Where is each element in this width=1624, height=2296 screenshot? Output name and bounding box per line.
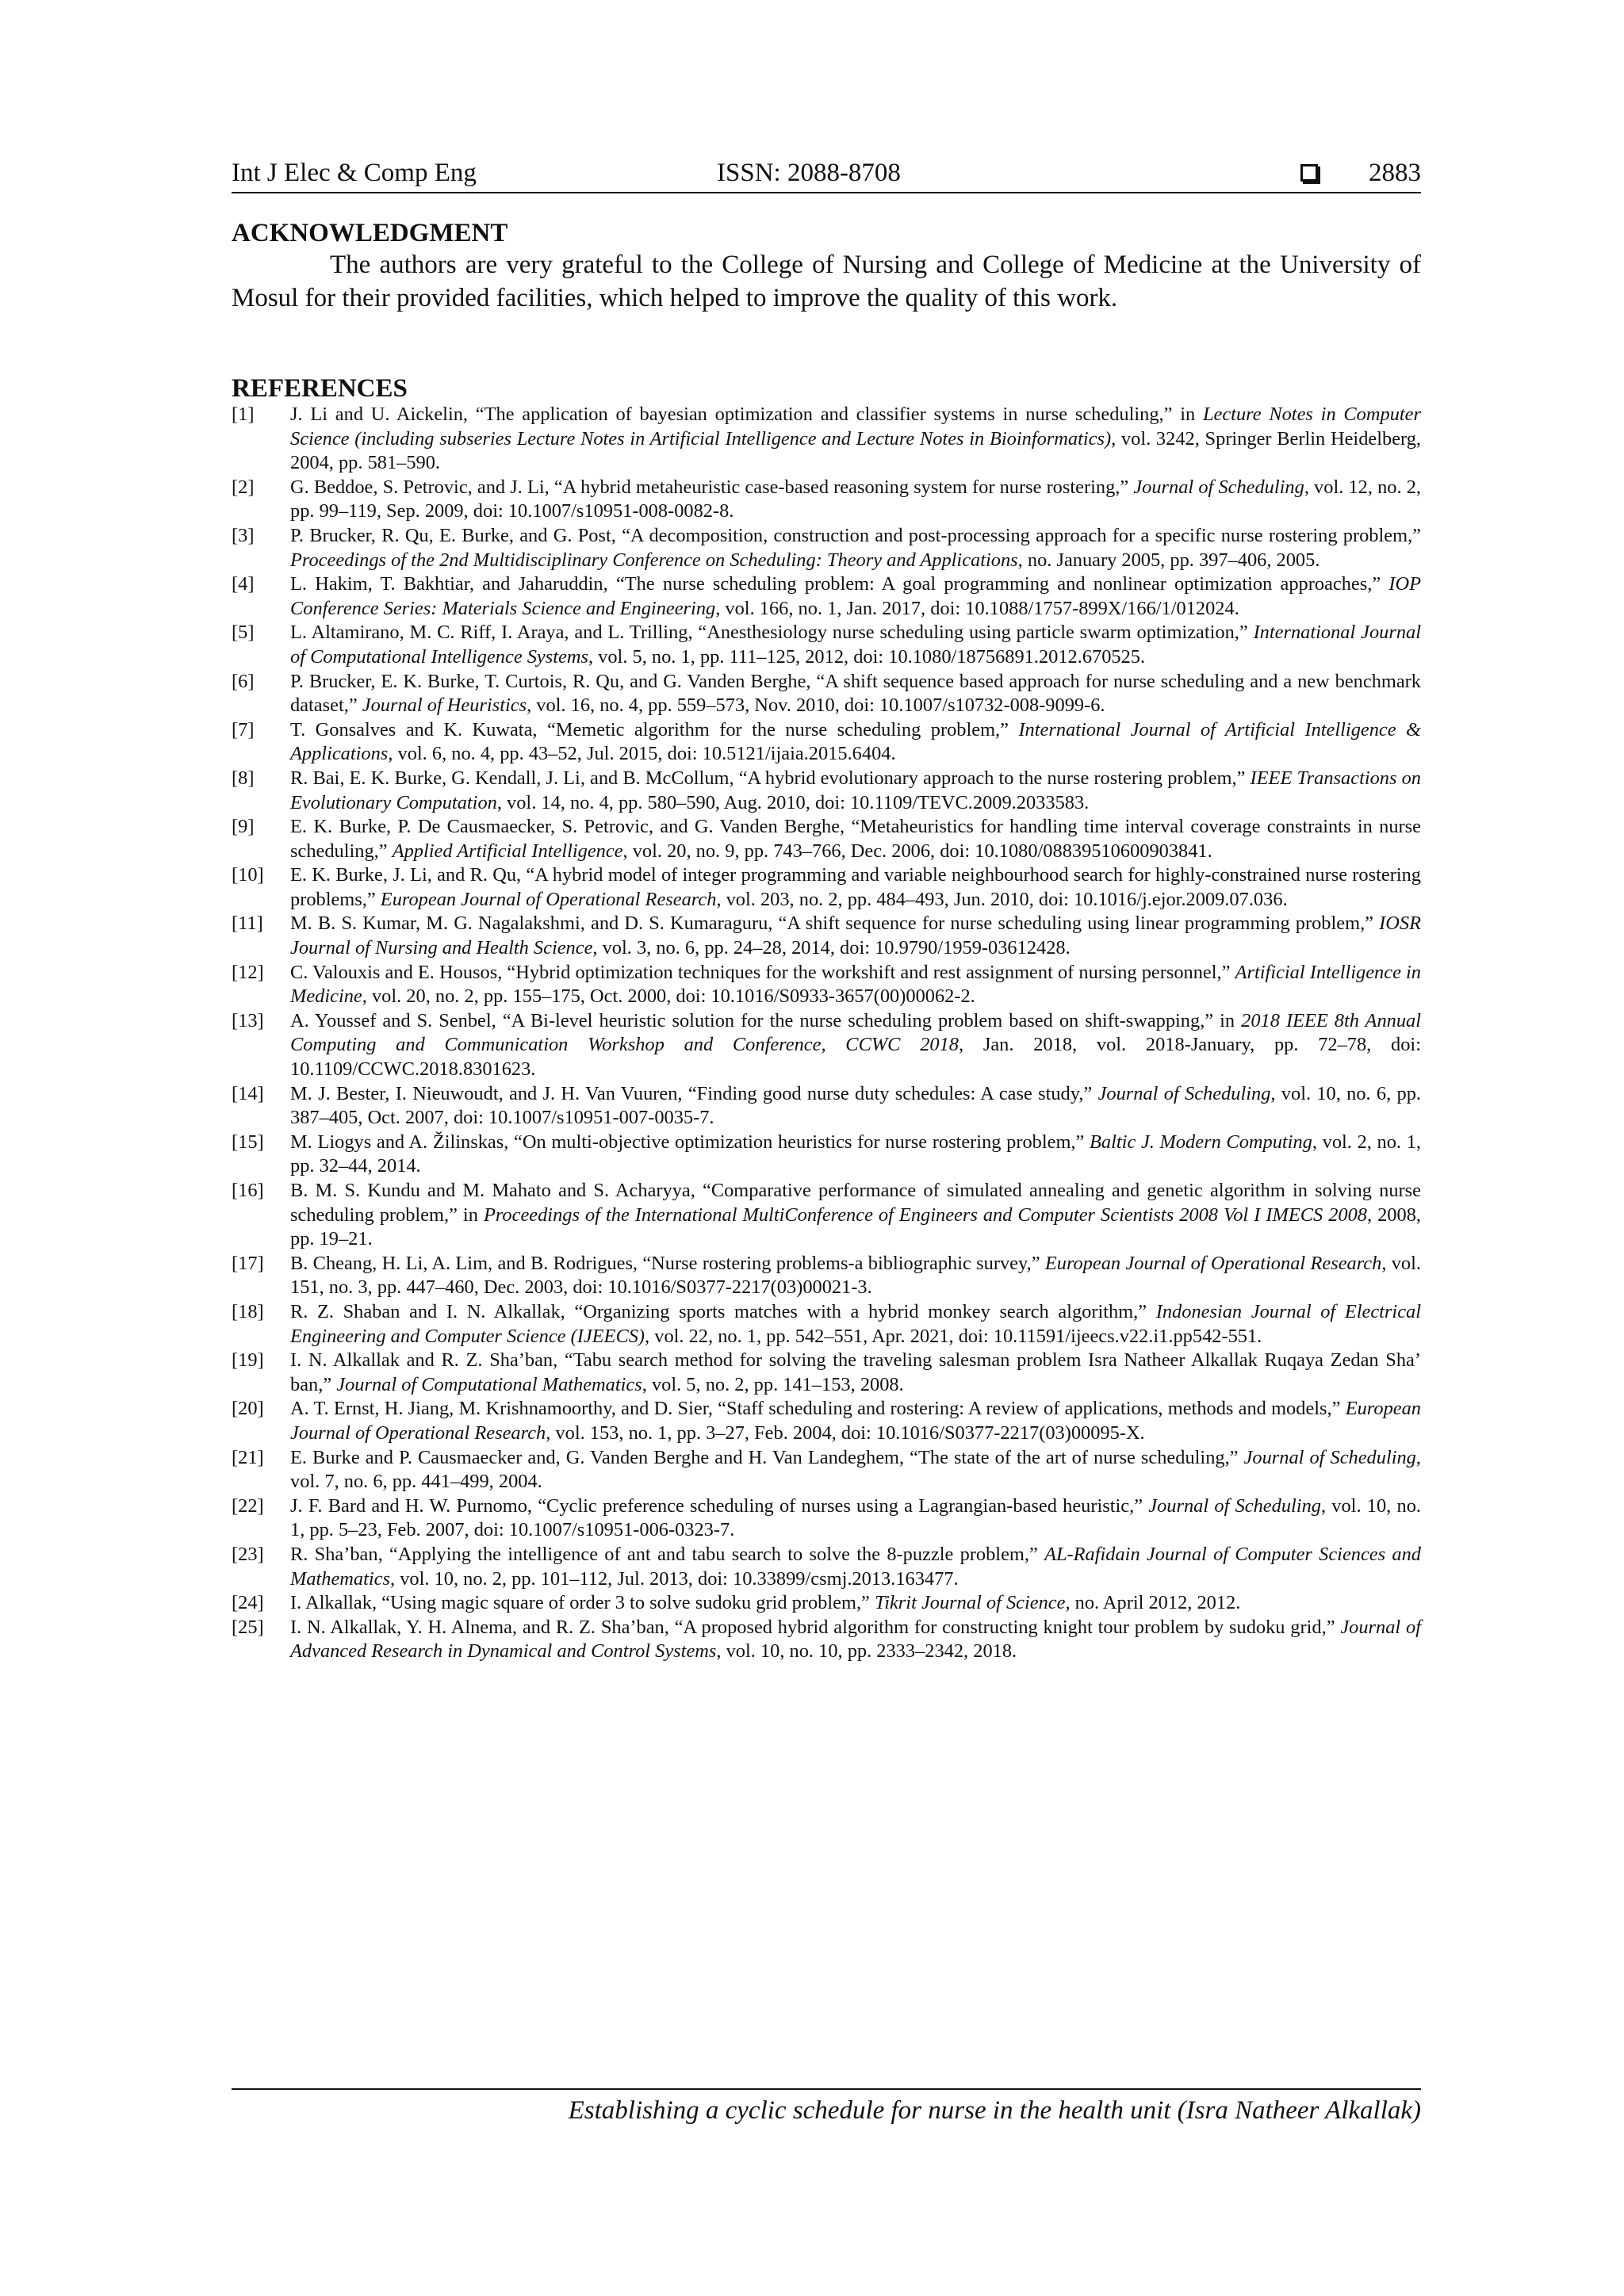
reference-number: [13] bbox=[232, 1009, 264, 1031]
reference-text bbox=[290, 1179, 1421, 1252]
reference-authors-title: E. K. Burke, J. Li, and R. Qu, “A hybrid model of integer programming and variable neighbourhood search for highly-constrained nurse rostering problems,” bbox=[290, 864, 1421, 910]
reference-number: [9] bbox=[232, 816, 255, 838]
reference-text bbox=[290, 1131, 1421, 1179]
reference-venue: Journal of Scheduling bbox=[1133, 476, 1304, 498]
reference-item bbox=[232, 961, 1421, 1009]
reference-text bbox=[290, 767, 1421, 815]
reference-number: [3] bbox=[232, 524, 255, 546]
reference-authors-title: L. Hakim, T. Bakhtiar, and Jaharuddin, “The nurse scheduling problem: A goal programming and nonlinear optimization approaches,” bbox=[290, 573, 1389, 595]
reference-item bbox=[232, 1543, 1421, 1591]
reference-venue: Indonesian Journal of Electrical Engineering and Computer Science (IJEECS) bbox=[290, 1300, 1421, 1347]
reference-number: [12] bbox=[232, 961, 264, 983]
reference-number: [16] bbox=[232, 1180, 264, 1201]
reference-authors-title: A. Youssef and S. Senbel, “A Bi-level heuristic solution for the nurse scheduling problem based on shift-swapping,” in bbox=[290, 1009, 1242, 1031]
reference-venue: Journal of Computational Mathematics bbox=[336, 1373, 642, 1395]
reference-authors-title: L. Altamirano, M. C. Riff, I. Araya, and L. Trilling, “Anesthesiology nurse scheduling using particle swarm optimization,” bbox=[290, 622, 1254, 644]
reference-text bbox=[290, 524, 1421, 572]
reference-venue: International Journal of Artificial Intelligence & Applications bbox=[290, 718, 1421, 765]
reference-details: , vol. 12, no. 2, pp. 99–119, Sep. 2009, doi: 10.1007/s10951-008-0082-8. bbox=[290, 476, 1421, 522]
reference-details: , 2008, pp. 19–21. bbox=[290, 1203, 1421, 1250]
reference-details: , vol. 166, no. 1, Jan. 2017, doi: 10.1088/1757-899X/166/1/012024. bbox=[715, 597, 1239, 619]
page-header bbox=[232, 155, 1421, 190]
reference-item bbox=[232, 767, 1421, 815]
reference-item bbox=[232, 476, 1421, 524]
reference-venue: Journal of Scheduling bbox=[1097, 1082, 1271, 1104]
reference-authors-title: I. Alkallak, “Using magic square of order 3 to solve sudoku grid problem,” bbox=[290, 1592, 875, 1614]
reference-authors-title: B. Cheang, H. Li, A. Lim, and B. Rodrigues, “Nurse rostering problems-a bibliographic survey,” bbox=[290, 1252, 1045, 1274]
reference-venue: Journal of Scheduling bbox=[1243, 1446, 1416, 1468]
reference-details: , vol. 7, no. 6, pp. 441–499, 2004. bbox=[290, 1446, 1421, 1493]
reference-text bbox=[290, 1009, 1421, 1082]
reference-text bbox=[290, 621, 1421, 669]
reference-authors-title: M. B. S. Kumar, M. G. Nagalakshmi, and D. S. Kumaraguru, “A shift sequence for nurse scheduling using linear programming problem,” bbox=[290, 913, 1380, 935]
reference-details: , no. April 2012, 2012. bbox=[1065, 1592, 1241, 1614]
reference-venue: Journal of Advanced Research in Dynamical and Control Systems bbox=[290, 1616, 1421, 1663]
reference-venue: Lecture Notes in Computer Science (including subseries Lecture Notes in Artificial Intelligence and Lecture Notes in Bioinformatics) bbox=[290, 404, 1421, 450]
page-footer: Establishing a cyclic schedule for nurse in the health unit (Isra Natheer Alkallak) bbox=[568, 2096, 1421, 2125]
reference-authors-title: M. J. Bester, I. Nieuwoudt, and J. H. Van Vuuren, “Finding good nurse duty schedules: A case study,” bbox=[290, 1082, 1098, 1104]
reference-number: [20] bbox=[232, 1398, 264, 1420]
reference-text bbox=[290, 1591, 1421, 1616]
reference-venue: IOP Conference Series: Materials Science and Engineering bbox=[290, 573, 1421, 619]
reference-text bbox=[290, 1300, 1421, 1349]
reference-number: [18] bbox=[232, 1300, 264, 1322]
reference-text bbox=[290, 1616, 1421, 1664]
reference-details: , vol. 203, no. 2, pp. 484–493, Jun. 2010, doi: 10.1016/j.ejor.2009.07.036. bbox=[716, 888, 1288, 910]
reference-text bbox=[290, 1349, 1421, 1397]
reference-details: , vol. 10, no. 10, pp. 2333–2342, 2018. bbox=[716, 1640, 1017, 1663]
reference-item bbox=[232, 524, 1421, 572]
reference-item bbox=[232, 1591, 1421, 1616]
reference-authors-title: B. M. S. Kundu and M. Mahato and S. Acharyya, “Comparative performance of simulated annealing and genetic algorithm in solving nurse scheduling problem,” in bbox=[290, 1180, 1421, 1226]
acknowledgment-body: The authors are very grateful to the College of Nursing and College of Medicine at the University of Mosul for their provided facilities, which helped to improve the quality of this work. bbox=[232, 251, 1421, 312]
reference-venue: 2018 IEEE 8th Annual Computing and Communication Workshop and Conference, CCWC 2018 bbox=[290, 1009, 1422, 1056]
reference-text bbox=[290, 403, 1421, 476]
acknowledgment-heading: ACKNOWLEDGMENT bbox=[232, 219, 508, 247]
reference-text bbox=[290, 1082, 1421, 1131]
reference-text bbox=[290, 1446, 1421, 1494]
reference-item bbox=[232, 815, 1421, 863]
reference-authors-title: A. T. Ernst, H. Jiang, M. Krishnamoorthy, and D. Sier, “Staff scheduling and rostering: A review of applications, methods and models,” bbox=[290, 1398, 1346, 1420]
reference-text bbox=[290, 572, 1421, 621]
reference-venue: Baltic J. Modern Computing bbox=[1090, 1131, 1312, 1153]
reference-details: , vol. 10, no. 2, pp. 101–112, Jul. 2013, doi: 10.33899/csmj.2013.163477. bbox=[390, 1567, 959, 1590]
reference-details: , vol. 3242, Springer Berlin Heidelberg, 2004, pp. 581–590. bbox=[290, 427, 1422, 474]
reference-item bbox=[232, 1252, 1421, 1300]
reference-details: , vol. 153, no. 1, pp. 3–27, Feb. 2004, doi: 10.1016/S0377-2217(03)00095-X. bbox=[546, 1422, 1145, 1444]
reference-details: , vol. 5, no. 2, pp. 141–153, 2008. bbox=[642, 1373, 904, 1395]
header-rule bbox=[232, 192, 1421, 193]
reference-number: [2] bbox=[232, 476, 255, 498]
reference-number: [11] bbox=[232, 913, 263, 935]
reference-number: [23] bbox=[232, 1543, 264, 1565]
reference-item bbox=[232, 670, 1421, 718]
reference-details: , vol. 2, no. 1, pp. 32–44, 2014. bbox=[290, 1131, 1421, 1177]
reference-number: [25] bbox=[232, 1616, 264, 1638]
reference-venue: IOSR Journal of Nursing and Health Science bbox=[290, 913, 1421, 959]
reference-venue: Artificial Intelligence in Medicine bbox=[290, 961, 1421, 1008]
reference-venue: Journal of Heuristics bbox=[362, 695, 527, 717]
reference-text bbox=[290, 1543, 1421, 1591]
reference-details: , vol. 151, no. 3, pp. 447–460, Dec. 2003, doi: 10.1016/S0377-2217(03)00021-3. bbox=[290, 1252, 1422, 1299]
reference-authors-title: I. N. Alkallak and R. Z. Sha’ban, “Tabu search method for solving the traveling salesman problem Isra Natheer Alkallak Ruqaya Zedan Sha’ ban,” bbox=[290, 1349, 1421, 1395]
reference-details: , vol. 6, no. 4, pp. 43–52, Jul. 2015, doi: 10.5121/ijaia.2015.6404. bbox=[388, 743, 896, 765]
reference-venue: European Journal of Operational Research bbox=[1044, 1252, 1382, 1274]
reference-venue: Proceedings of the International MultiConference of Engineers and Computer Scientists 2008 Vol I IMECS 2008 bbox=[483, 1203, 1367, 1226]
reference-number: [15] bbox=[232, 1131, 264, 1153]
issn: ISSN: 2088-8708 bbox=[717, 159, 901, 187]
reference-authors-title: M. Liogys and A. Žilinskas, “On multi-objective optimization heuristics for nurse rostering problem,” bbox=[290, 1131, 1090, 1153]
reference-number: [1] bbox=[232, 404, 255, 425]
reference-text bbox=[290, 718, 1421, 767]
reference-item bbox=[232, 1009, 1421, 1082]
reference-venue: AL-Rafidain Journal of Computer Sciences and Mathematics bbox=[290, 1543, 1421, 1590]
journal-name: Int J Elec & Comp Eng bbox=[232, 159, 477, 187]
reference-venue: Applied Artificial Intelligence bbox=[392, 840, 623, 862]
reference-venue: International Journal of Computational Intelligence Systems bbox=[290, 622, 1421, 668]
reference-authors-title: J. Li and U. Aickelin, “The application of bayesian optimization and classifier systems in nurse scheduling,” in bbox=[290, 404, 1203, 425]
reference-text bbox=[290, 1494, 1421, 1543]
reference-item bbox=[232, 1131, 1421, 1179]
reference-authors-title: E. Burke and P. Causmaecker and, G. Vanden Berghe and H. Van Landeghem, “The state of the art of nurse scheduling,” bbox=[290, 1446, 1244, 1468]
reference-item bbox=[232, 1494, 1421, 1543]
reference-venue: Tikrit Journal of Science bbox=[874, 1592, 1066, 1614]
reference-details: , vol. 20, no. 9, pp. 743–766, Dec. 2006, doi: 10.1080/08839510600903841. bbox=[622, 840, 1212, 862]
page-number: 2883 bbox=[1369, 159, 1421, 187]
square-bullet-icon bbox=[1300, 164, 1318, 182]
reference-item bbox=[232, 912, 1421, 960]
reference-number: [22] bbox=[232, 1494, 264, 1517]
reference-text bbox=[290, 476, 1421, 524]
reference-number: [7] bbox=[232, 718, 255, 740]
reference-item bbox=[232, 863, 1421, 912]
reference-text bbox=[290, 1397, 1421, 1445]
page-number-group bbox=[1300, 155, 1421, 190]
reference-item bbox=[232, 1179, 1421, 1252]
reference-details: , vol. 3, no. 6, pp. 24–28, 2014, doi: 10.9790/1959-03612428. bbox=[592, 937, 1071, 959]
reference-item bbox=[232, 1300, 1421, 1349]
reference-details: , vol. 20, no. 2, pp. 155–175, Oct. 2000, doi: 10.1016/S0933-3657(00)00062-2. bbox=[362, 985, 975, 1008]
reference-details: , vol. 14, no. 4, pp. 580–590, Aug. 2010, doi: 10.1109/TEVC.2009.2033583. bbox=[496, 791, 1090, 813]
reference-authors-title: P. Brucker, R. Qu, E. Burke, and G. Post, “A decomposition, construction and post-processing approach for a specific nurse rostering problem,” bbox=[290, 524, 1421, 546]
reference-authors-title: E. K. Burke, P. De Causmaecker, S. Petrovic, and G. Vanden Berghe, “Metaheuristics for handling time interval coverage constraints in nurse scheduling,” bbox=[290, 816, 1421, 862]
reference-number: [4] bbox=[232, 573, 255, 595]
reference-number: [5] bbox=[232, 622, 255, 644]
reference-number: [17] bbox=[232, 1252, 264, 1274]
reference-number: [21] bbox=[232, 1446, 264, 1468]
reference-details: , vol. 16, no. 4, pp. 559–573, Nov. 2010, doi: 10.1007/s10732-008-9099-6. bbox=[527, 695, 1105, 717]
reference-item bbox=[232, 1616, 1421, 1664]
references-list bbox=[232, 403, 1421, 1664]
reference-text bbox=[290, 912, 1421, 960]
reference-item bbox=[232, 403, 1421, 476]
reference-item bbox=[232, 1446, 1421, 1494]
reference-item bbox=[232, 1397, 1421, 1445]
reference-item bbox=[232, 1082, 1421, 1131]
reference-authors-title: T. Gonsalves and K. Kuwata, “Memetic algorithm for the nurse scheduling problem,” bbox=[290, 718, 1019, 740]
reference-number: [10] bbox=[232, 864, 264, 886]
reference-number: [19] bbox=[232, 1349, 264, 1372]
reference-authors-title: C. Valouxis and E. Housos, “Hybrid optimization techniques for the workshift and rest assignment of nursing personnel,” bbox=[290, 961, 1235, 983]
reference-authors-title: J. F. Bard and H. W. Purnomo, “Cyclic preference scheduling of nurses using a Lagrangian-based heuristic,” bbox=[290, 1494, 1149, 1517]
reference-number: [6] bbox=[232, 670, 255, 692]
reference-text bbox=[290, 815, 1421, 863]
reference-authors-title: R. Z. Shaban and I. N. Alkallak, “Organizing sports matches with a hybrid monkey search algorithm,” bbox=[290, 1300, 1156, 1322]
reference-text bbox=[290, 670, 1421, 718]
reference-details: , vol. 10, no. 1, pp. 5–23, Feb. 2007, doi: 10.1007/s10951-006-0323-7. bbox=[290, 1494, 1421, 1541]
reference-authors-title: P. Brucker, E. K. Burke, T. Curtois, R. Qu, and G. Vanden Berghe, “A shift sequence based approach for nurse scheduling and a new benchmark dataset,” bbox=[290, 670, 1421, 717]
reference-venue: Proceedings of the 2nd Multidisciplinary Conference on Scheduling: Theory and Applications bbox=[290, 549, 1018, 571]
reference-item bbox=[232, 572, 1421, 621]
reference-details: , no. January 2005, pp. 397–406, 2005. bbox=[1017, 549, 1320, 571]
reference-item bbox=[232, 718, 1421, 767]
reference-details: , Jan. 2018, vol. 2018-January, pp. 72–78, doi: 10.1109/CCWC.2018.8301623. bbox=[290, 1034, 1421, 1081]
reference-text bbox=[290, 1252, 1421, 1300]
reference-venue: European Journal of Operational Research bbox=[290, 1398, 1421, 1444]
reference-number: [24] bbox=[232, 1592, 264, 1614]
reference-number: [14] bbox=[232, 1082, 264, 1104]
reference-text bbox=[290, 961, 1421, 1009]
reference-item bbox=[232, 621, 1421, 669]
reference-authors-title: G. Beddoe, S. Petrovic, and J. Li, “A hybrid metaheuristic case-based reasoning system for nurse rostering,” bbox=[290, 476, 1134, 498]
reference-venue: IEEE Transactions on Evolutionary Computation bbox=[290, 767, 1421, 813]
reference-authors-title: R. Sha’ban, “Applying the intelligence of ant and tabu search to solve the 8-puzzle problem,” bbox=[290, 1543, 1045, 1565]
references-heading: REFERENCES bbox=[232, 374, 408, 403]
reference-item bbox=[232, 1349, 1421, 1397]
reference-authors-title: I. N. Alkallak, Y. H. Alnema, and R. Z. Sha’ban, “A proposed hybrid algorithm for constructing knight tour problem by sudoku grid,” bbox=[290, 1616, 1341, 1638]
reference-authors-title: R. Bai, E. K. Burke, G. Kendall, J. Li, and B. McCollum, “A hybrid evolutionary approach to the nurse rostering problem,” bbox=[290, 767, 1251, 789]
footer-rule bbox=[232, 2088, 1421, 2090]
reference-details: , vol. 22, no. 1, pp. 542–551, Apr. 2021, doi: 10.11591/ijeecs.v22.i1.pp542-551. bbox=[645, 1325, 1262, 1347]
reference-venue: Journal of Scheduling bbox=[1148, 1494, 1321, 1517]
reference-venue: European Journal of Operational Research bbox=[380, 888, 717, 910]
reference-details: , vol. 10, no. 6, pp. 387–405, Oct. 2007, doi: 10.1007/s10951-007-0035-7. bbox=[290, 1082, 1422, 1129]
reference-number: [8] bbox=[232, 767, 255, 789]
reference-text bbox=[290, 863, 1421, 912]
reference-details: , vol. 5, no. 1, pp. 111–125, 2012, doi: 10.1080/18756891.2012.670525. bbox=[588, 645, 1146, 668]
